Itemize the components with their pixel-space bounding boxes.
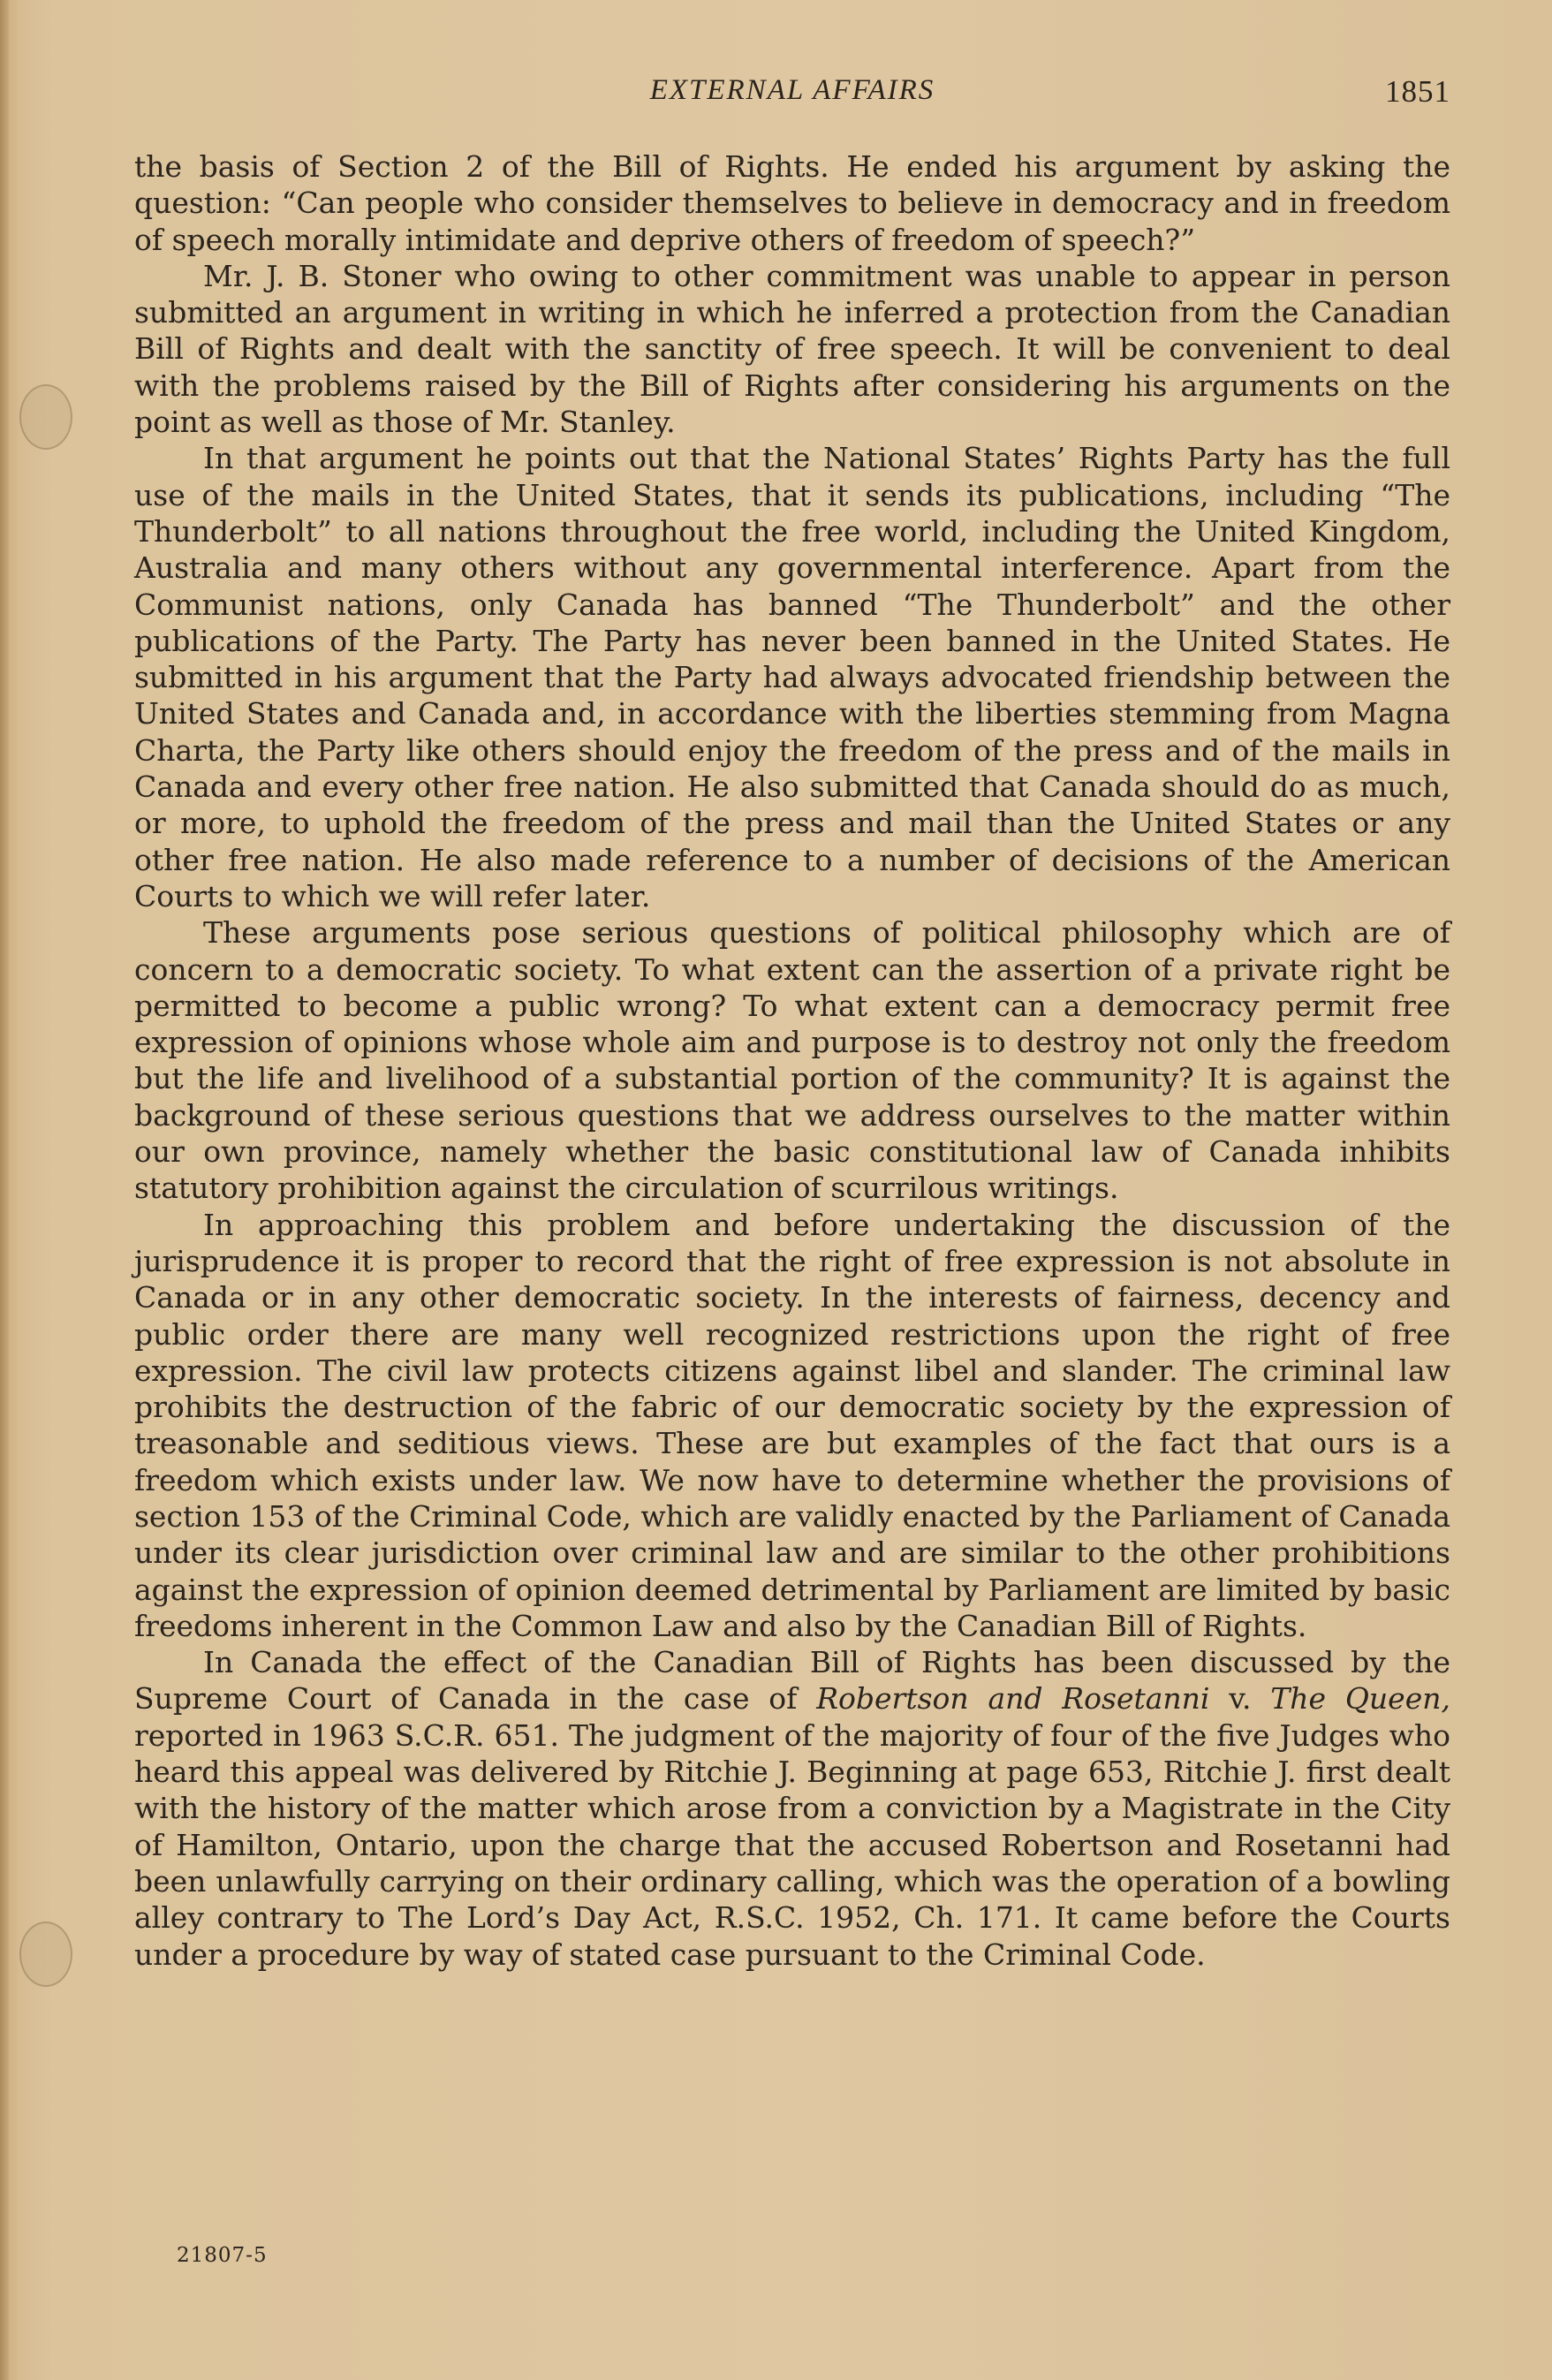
- paragraph: [134, 1644, 1450, 1973]
- page-header: [134, 74, 1450, 127]
- page-edge: [0, 0, 9, 2380]
- page-number: 1851: [1385, 74, 1450, 109]
- paragraph: These arguments pose serious questions of political philosophy which are of concern to a democratic society. To what extent can the assertion of a private right be permitted to become a public wrong? To what extent can a democracy permit free expression of opinions whose whole aim and purpose is to destroy not only the freedom but the life and livelihood of a substantial portion of the community? It is against the background of these serious questions that we address ourselves to the matter within our own province, namely whether the basic constitutional law of Canada inhibits statutory prohibition against the circulation of scurrilous writings.: [134, 915, 1450, 1206]
- punch-hole: [19, 384, 72, 450]
- case-name: The Queen,: [1270, 1681, 1450, 1717]
- case-name: Robertson and Rosetanni: [816, 1681, 1210, 1717]
- paragraph-text: In Canada the effect of the Canadian Bill of Rights has been discussed by the Supreme Court of Canada in the case of: [134, 1645, 1450, 1717]
- punch-hole: [19, 1921, 72, 1987]
- paragraph: In that argument he points out that the National States’ Rights Party has the full use of the mails in the United States, that it sends its publications, including “The Thunderbolt” to all nations throughout the free world, including the United Kingdom, Australia and many others without any governmental interference. Apart from the Communist nations, only Canada has banned “The Thunderbolt” and the other publications of the Party. The Party has never been banned in the United States. He submitted in his argument that the Party had always advocated friendship between the United States and Canada and, in accordance with the liberties stemming from Magna Charta, the Party like others should enjoy the freedom of the press and of the mails in Canada and every other free nation. He also submitted that Canada should do as much, or more, to uphold the freedom of the press and mail than the United States or any other free nation. He also made reference to a number of decisions of the American Courts to which we will refer later.: [134, 441, 1450, 913]
- paragraph: the basis of Section 2 of the Bill of Rights. He ended his argument by asking the question: “Can people who consider themselves to believe in democracy and in freedom of speech morally intimidate and deprive others of freedom of speech?”: [134, 149, 1450, 257]
- body-text: [134, 148, 1450, 1973]
- paragraph: In approaching this problem and before undertaking the discussion of the jurisprudence it is proper to record that the right of free expression is not absolute in Canada or in any other democratic society. In the interests of fairness, decency and public order there are many well recognized restrictions upon the right of free expression. The civil law protects citizens against libel and slander. The criminal law prohibits the destruction of the fabric of our democratic society by the expression of treasonable and seditious views. These are but examples of the fact that ours is a freedom which exists under law. We now have to determine whether the provisions of section 153 of the Criminal Code, which are validly enacted by the Parliament of Canada under its clear jurisdiction over criminal law and are similar to the other prohibitions against the expression of opinion deemed detrimental by Parliament are limited by basic freedoms inherent in the Common Law and also by the Canadian Bill of Rights.: [134, 1207, 1450, 1643]
- paragraph-text: v.: [1209, 1681, 1271, 1717]
- paragraph-text: reported in 1963 S.C.R. 651. The judgment of the majority of four of the five Judges who heard this appeal was delivered by Ritchie J. Beginning at page 653, Ritchie J. first dealt with the history of the matter which arose from a conviction by a Magistrate in the City of Hamilton, Ontario, upon the charge that the accused Robertson and Rosetanni had been unlawfully carrying on their ordinary calling, which was the operation of a bowling alley contrary to The Lord’s Day Act, R.S.C. 1952, Ch. 171. It came before the Courts under a procedure by way of stated case pursuant to the Criminal Code.: [134, 1717, 1450, 1972]
- footer-code: 21807-5: [177, 2244, 268, 2267]
- paragraph: Mr. J. B. Stoner who owing to other commitment was unable to appear in person submitted an argument in writing in which he inferred a protection from the Canadian Bill of Rights and dealt with the sanctity of free speech. It will be convenient to deal with the problems raised by the Bill of Rights after considering his arguments on the point as well as those of Mr. Stanley.: [134, 258, 1450, 440]
- running-head: EXTERNAL AFFAIRS: [649, 74, 935, 106]
